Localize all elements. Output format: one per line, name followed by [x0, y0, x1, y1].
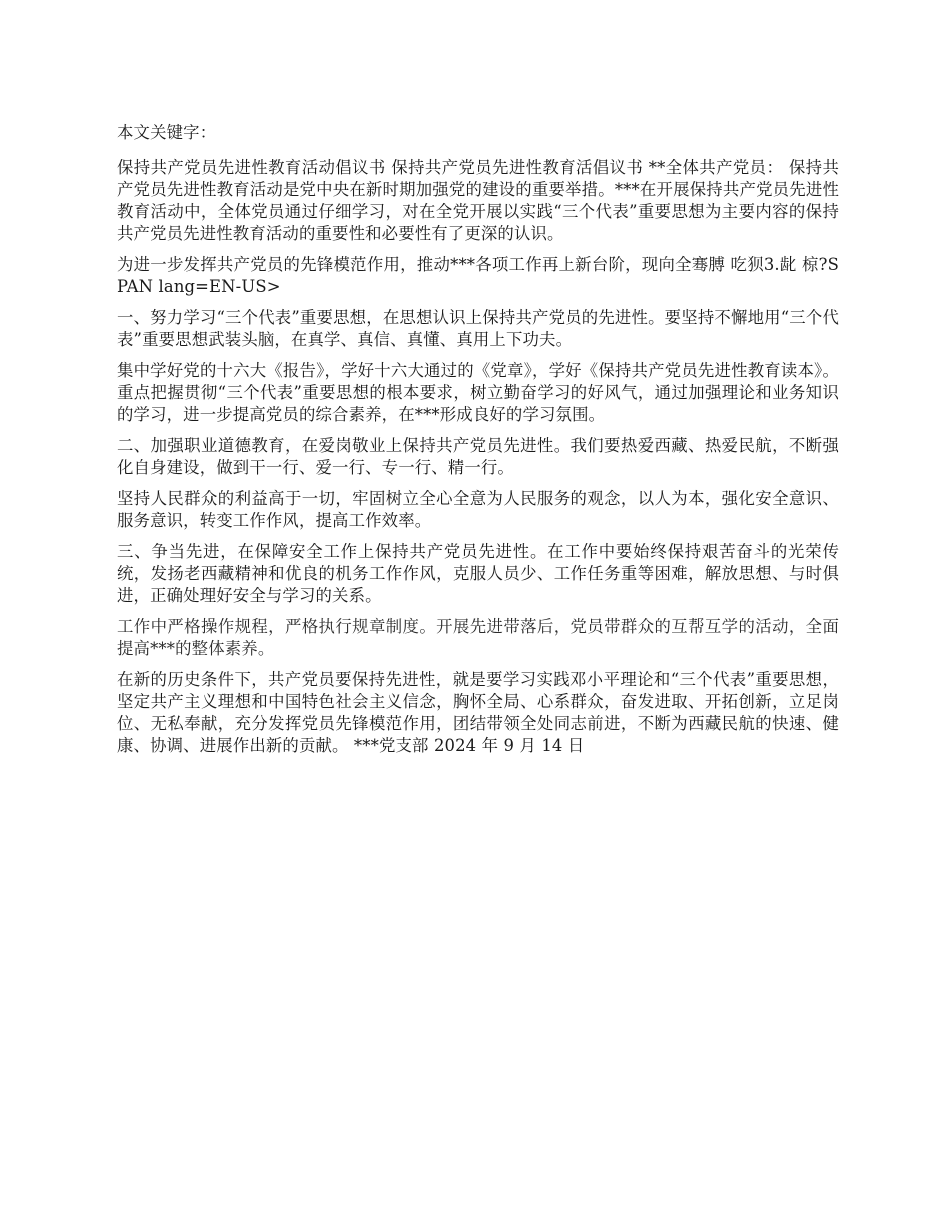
paragraph-intro: 保持共产党员先进性教育活动倡议书 保持共产党员先进性教育活倡议书 **全体共产党员： 保持共产党员先进性教育活动是党中央在新时期加强党的建设的重要举措。***在开展保持共产党员先进性教育活动中，全体党员通过仔细学习，对在全党开展以实践“三个代表”重要思想为主要内容的保持共产党员先进性教育活动的重要性和必要性有了更深的认识。	[117, 158, 839, 243]
paragraph-conclusion: 在新的历史条件下，共产党员要保持先进性，就是要学习实践邓小平理论和“三个代表”重要思想，坚定共产主义理想和中国特色社会主义信念，胸怀全局、心系群众，奋发进取、开拓创新，立足岗位、无私奉献，充分发挥党员先锋模范作用，团结带领全处同志前进，不断为西藏民航的快速、健康、协调、进展作出新的贡献。 ***党支部 2024 年 9 月 14 日	[117, 670, 839, 755]
paragraph-call: 为进一步发挥共产党员的先锋模范作用，推动***各项工作再上新台阶，现向全骞膊 吃狈3.龀 椋?SPAN lang=EN-US>	[117, 255, 839, 296]
paragraph-section-three: 三、争当先进，在保障安全工作上保持共产党员先进性。在工作中要始终保持艰苦奋斗的光荣传统，发扬老西藏精神和优良的机务工作作风，克服人员少、工作任务重等困难，解放思想、与时俱进，正确处理好安全与学习的关系。	[117, 542, 839, 605]
paragraph-regulations: 工作中严格操作规程，严格执行规章制度。开展先进带落后，党员带群众的互帮互学的活动，全面提高***的整体素养。	[117, 617, 839, 658]
paragraph-section-two: 二、加强职业道德教育，在爱岗敬业上保持共产党员先进性。我们要热爱西藏、热爱民航，不断强化自身建设，做到干一行、爱一行、专一行、精一行。	[117, 436, 839, 477]
paragraph-service: 坚持人民群众的利益高于一切，牢固树立全心全意为人民服务的观念，以人为本，强化安全意识、服务意识，转变工作作风，提高工作效率。	[117, 489, 839, 530]
keywords-label: 本文关键字：	[117, 123, 217, 142]
paragraph-section-one: 一、努力学习“三个代表”重要思想，在思想认识上保持共产党员的先进性。要坚持不懈地用“三个代表”重要思想武装头脑，在真学、真信、真懂、真用上下功夫。	[117, 308, 839, 349]
paragraph-study: 集中学好党的十六大《报告》，学好十六大通过的《党章》，学好《保持共产党员先进性教育读本》。重点把握贯彻“三个代表”重要思想的根本要求，树立勤奋学习的好风气，通过加强理论和业务知识的学习，进一步提高党员的综合素养，在***形成良好的学习氛围。	[117, 361, 839, 424]
document-body	[117, 122, 839, 766]
